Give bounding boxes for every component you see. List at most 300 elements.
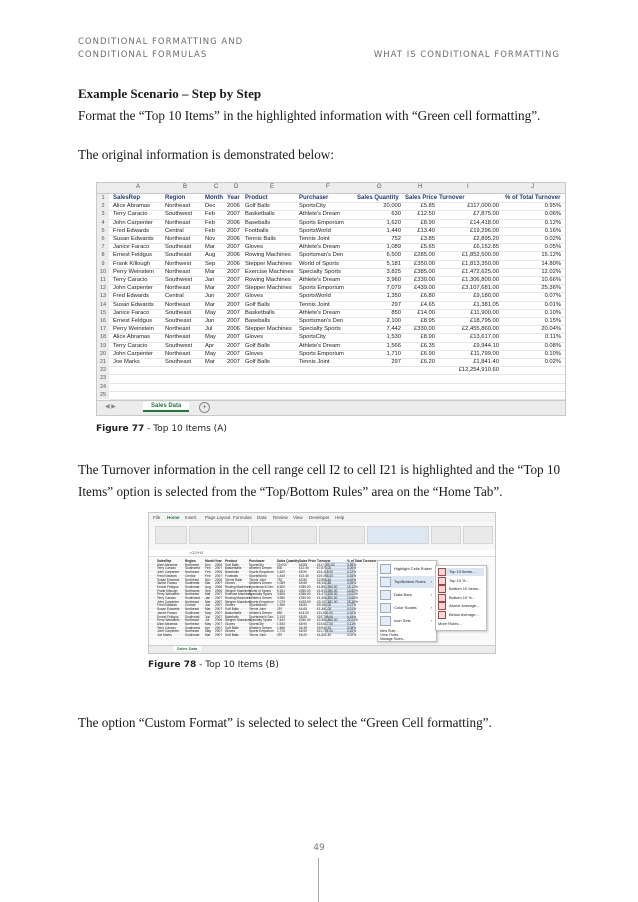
cell[interactable]: 0.02%	[544, 236, 561, 242]
cell[interactable]: Specialty Sports	[299, 326, 341, 333]
cell[interactable]: 2006	[227, 252, 240, 259]
cell[interactable]: Turnover	[317, 559, 331, 563]
cell[interactable]: 0.12%	[544, 219, 561, 226]
row-number[interactable]: 8	[97, 251, 109, 259]
cell[interactable]: £330.00	[414, 277, 435, 283]
cell[interactable]: £285.00	[414, 252, 435, 259]
cell[interactable]: Nov	[205, 236, 216, 242]
cell[interactable]: Rowing Machines	[225, 584, 251, 589]
cell[interactable]: 25.36%	[541, 285, 561, 292]
cell[interactable]: 3,960	[277, 596, 285, 600]
cell[interactable]: 2007	[227, 277, 240, 283]
cell[interactable]: Fred Edwards	[113, 293, 150, 300]
cell[interactable]: Northwest	[165, 260, 192, 267]
cell[interactable]: Feb	[205, 566, 211, 571]
cell[interactable]: 0.08%	[347, 625, 357, 630]
cell[interactable]: Basketballs	[245, 211, 275, 218]
column-letter[interactable]: J	[531, 184, 534, 190]
cell[interactable]: £12.50	[417, 211, 435, 218]
column-letter[interactable]: G	[377, 184, 382, 190]
cell[interactable]: Terry Caracio	[157, 625, 176, 630]
cell[interactable]: Sports Emporium	[299, 285, 344, 292]
cell[interactable]: 2007	[215, 599, 223, 604]
cell[interactable]: 20,000	[383, 203, 401, 210]
cell[interactable]: Athlete's Dream	[249, 610, 272, 615]
row-number[interactable]: 13	[97, 292, 109, 300]
cell[interactable]: 630	[277, 566, 283, 571]
cell[interactable]: World of Sports	[299, 260, 339, 267]
cell[interactable]: Sales Quantity	[277, 559, 300, 563]
cell[interactable]: 0.05%	[544, 244, 561, 251]
cell[interactable]: Golf Balls	[245, 359, 270, 365]
cell[interactable]: Susan Edwards	[113, 301, 154, 308]
row-number[interactable]: 6	[97, 235, 109, 243]
cell[interactable]: 2006	[215, 584, 223, 589]
column-letter[interactable]: E	[270, 184, 275, 190]
cell[interactable]: £8.90	[420, 334, 435, 341]
cell[interactable]: £117,000.00	[467, 203, 499, 210]
cell[interactable]: Central	[185, 603, 196, 608]
cell[interactable]: Gloves	[245, 293, 264, 300]
cell[interactable]: Sportsman's Den	[249, 584, 274, 589]
menu-item[interactable]	[380, 615, 434, 627]
submenu-item[interactable]	[438, 611, 484, 619]
cell[interactable]: May	[205, 610, 212, 615]
cell[interactable]: Southeast	[165, 244, 192, 251]
cell[interactable]: Central	[165, 293, 184, 300]
cell[interactable]: SportsCity	[249, 562, 264, 567]
cell[interactable]: Mar	[205, 285, 215, 292]
cell[interactable]: 7,442	[277, 618, 285, 623]
cell[interactable]: Northeast	[165, 301, 191, 308]
cell[interactable]: Specialty Sports	[249, 592, 273, 597]
cell[interactable]: £1,306,800.00	[461, 277, 499, 283]
cell[interactable]: Tennis Joint	[299, 236, 330, 242]
cell[interactable]: Northeast	[165, 203, 191, 210]
cell[interactable]: Southeast	[165, 309, 192, 316]
cell[interactable]: £1,472,625.00	[461, 268, 499, 275]
cell[interactable]: £2,455,860.00	[461, 326, 499, 333]
cell[interactable]: 7,079	[277, 599, 285, 604]
row-number[interactable]: 21	[97, 358, 109, 366]
cell[interactable]: Stepper Machines	[245, 260, 292, 267]
cell[interactable]: John Carpenter	[113, 285, 153, 292]
ribbon-tab[interactable]: Help	[335, 515, 345, 520]
number-group[interactable]	[319, 526, 365, 544]
cell[interactable]: £13,617.00	[317, 621, 333, 626]
cell[interactable]: Ernest Feldgus	[157, 614, 179, 619]
cell[interactable]: Basketballs	[225, 610, 242, 615]
cell[interactable]: Perry Weinstein	[113, 326, 154, 333]
cell[interactable]: Northeast	[185, 599, 199, 604]
cell[interactable]: Feb	[205, 211, 215, 218]
cell[interactable]: 7,079	[386, 285, 401, 292]
cell[interactable]: SportsWorld	[299, 227, 331, 234]
cell[interactable]: 2007	[215, 596, 223, 600]
cell[interactable]: 2007	[227, 285, 240, 292]
cell[interactable]: Jan	[205, 277, 215, 283]
cell[interactable]: Joe Marks	[113, 359, 140, 365]
cell[interactable]: £5.65	[299, 581, 307, 586]
cell[interactable]: Alice Abramas	[157, 562, 178, 567]
cell[interactable]: 1,530	[277, 621, 285, 626]
cell[interactable]: Janice Faraco	[157, 581, 178, 586]
cell[interactable]: Mar	[205, 359, 215, 365]
ribbon-tab[interactable]: Data	[257, 515, 267, 520]
column-letter[interactable]: B	[183, 184, 188, 190]
cell[interactable]: Northeast	[185, 592, 199, 597]
cell[interactable]: £6.90	[299, 629, 307, 634]
row-number[interactable]: 5	[97, 227, 109, 235]
cell[interactable]: 3,825	[386, 268, 401, 275]
cell[interactable]: John Carpenter	[113, 350, 153, 357]
cell[interactable]: Sep	[205, 260, 216, 267]
cell[interactable]: % of Total Turnover	[347, 559, 377, 563]
cell[interactable]: Terry Caracio	[113, 211, 148, 218]
cell[interactable]: Ernest Feldgus	[113, 252, 152, 259]
cell[interactable]: Sep	[205, 588, 211, 593]
cell[interactable]: £385.00	[414, 268, 435, 275]
cell[interactable]: 0.07%	[544, 293, 561, 300]
cell[interactable]: Tennis Joint	[249, 633, 266, 637]
cell[interactable]: Basketballs	[245, 309, 275, 316]
cell[interactable]: SportsCity	[299, 203, 326, 210]
cell[interactable]: Athlete's Dream	[249, 581, 272, 586]
cell[interactable]: Sports Emporium	[249, 629, 274, 634]
cell[interactable]: £1,813,350.00	[317, 588, 338, 593]
cell[interactable]: Golf Balls	[225, 607, 239, 612]
cell[interactable]: Jun	[205, 614, 211, 619]
cell[interactable]: 1,440	[386, 227, 401, 234]
ribbon-tab[interactable]: Page Layout	[205, 515, 231, 520]
cell[interactable]: £8.90	[299, 621, 307, 626]
cell[interactable]: 2007	[227, 342, 240, 349]
cell[interactable]: 25.36%	[347, 599, 358, 604]
cell[interactable]: 0.15%	[347, 614, 357, 619]
cell[interactable]: Baseballs	[245, 219, 271, 226]
cell[interactable]: Month	[205, 195, 223, 201]
cell[interactable]: Susan Edwards	[157, 607, 180, 612]
cell[interactable]: £7,875.00	[473, 211, 499, 218]
cell[interactable]: Southeast	[165, 318, 192, 324]
cell[interactable]: 0.16%	[544, 227, 561, 234]
submenu-item[interactable]	[438, 620, 484, 628]
cell[interactable]: 1,089	[386, 244, 401, 251]
sheet-tab-sales-data[interactable]: Sales Data	[143, 402, 189, 412]
cell[interactable]: World of Sports	[249, 588, 271, 593]
column-letter[interactable]: I	[467, 184, 469, 190]
cell[interactable]: 850	[391, 309, 401, 316]
cell[interactable]: Alice Abramas	[113, 203, 151, 210]
cell[interactable]: Exercise Machines	[245, 268, 294, 275]
cell[interactable]: Baseballs	[225, 570, 239, 575]
cell[interactable]: 2007	[215, 610, 223, 615]
cell[interactable]: 0.06%	[544, 211, 561, 218]
cell[interactable]: 12.02%	[541, 268, 561, 275]
cell[interactable]: Northeast	[185, 577, 199, 582]
cell[interactable]: £350.00	[299, 588, 311, 593]
cell[interactable]: Feb	[205, 219, 215, 226]
cell[interactable]: Southeast	[185, 614, 200, 619]
cell[interactable]: Tennis Joint	[299, 301, 330, 308]
cell[interactable]: Mar	[205, 301, 215, 308]
cell[interactable]: £8.95	[299, 614, 307, 619]
cell[interactable]: John Carpenter	[157, 629, 179, 634]
cell[interactable]: Feb	[205, 570, 211, 575]
row-number[interactable]: 20	[97, 350, 109, 358]
cell[interactable]: £6.35	[420, 342, 435, 349]
cell[interactable]: 2007	[215, 566, 223, 571]
cell[interactable]: 2007	[215, 581, 223, 586]
cell[interactable]: Exercise Machines	[225, 592, 252, 597]
cell[interactable]: £3.85	[299, 577, 307, 582]
cell[interactable]: £12,254,910.60	[458, 367, 499, 374]
column-letter[interactable]: H	[418, 184, 423, 190]
cell[interactable]: Gloves	[225, 621, 235, 626]
cell[interactable]: £2,455,860.00	[317, 618, 338, 623]
cell[interactable]: 2007	[215, 629, 223, 634]
cell[interactable]: 1,350	[386, 293, 401, 300]
menu-item[interactable]	[380, 602, 434, 614]
cell[interactable]: Tennis Joint	[249, 607, 266, 612]
cell[interactable]: Sports Emporium	[249, 599, 274, 604]
cell[interactable]: 0.06%	[347, 566, 357, 571]
cell[interactable]: 3,825	[277, 592, 285, 597]
cell[interactable]: 0.02%	[347, 577, 357, 582]
cell[interactable]: 2007	[215, 603, 223, 608]
cell[interactable]: Mar	[205, 244, 215, 251]
ribbon-tab[interactable]: Home	[167, 515, 180, 520]
cell[interactable]: Terry Caracio	[157, 566, 176, 571]
cell[interactable]: 0.10%	[347, 610, 357, 615]
cell[interactable]: SalesRep	[157, 559, 172, 563]
column-letter[interactable]: C	[214, 184, 219, 190]
cell[interactable]: 0.01%	[544, 301, 561, 308]
cell[interactable]: 2007	[227, 309, 240, 316]
cell[interactable]: 6,500	[277, 584, 285, 589]
row-number[interactable]: 2	[97, 202, 109, 210]
cell[interactable]: 0.10%	[544, 309, 561, 316]
cell[interactable]: Southeast	[165, 252, 192, 259]
cell[interactable]: May	[205, 629, 212, 634]
cell[interactable]: 2007	[227, 350, 240, 357]
cell[interactable]: £1,306,800.00	[317, 596, 338, 600]
cell[interactable]: Specialty Sports	[249, 618, 273, 623]
cell[interactable]: £6.35	[299, 625, 307, 630]
cell[interactable]: £11,900.00	[470, 309, 499, 316]
cell[interactable]: 2007	[227, 318, 240, 324]
cell[interactable]: Southwest	[185, 596, 200, 600]
cell[interactable]: Tennis Joint	[299, 359, 330, 365]
cell[interactable]: £2,895.20	[473, 236, 499, 242]
cell[interactable]: 0.08%	[544, 342, 561, 349]
cell[interactable]: Sales Price	[405, 195, 438, 201]
cell[interactable]: Footballs	[225, 573, 238, 578]
cell[interactable]: Gloves	[245, 350, 264, 357]
cell[interactable]: 2007	[215, 621, 223, 626]
cell[interactable]: Ernest Feldgus	[157, 584, 179, 589]
row-number[interactable]: 4	[97, 219, 109, 227]
cell[interactable]: 14.80%	[347, 588, 358, 593]
cell[interactable]: 2007	[227, 244, 240, 251]
cell[interactable]: 1,566	[386, 342, 401, 349]
cell[interactable]: Northeast	[165, 285, 191, 292]
cell[interactable]: Golf Balls	[225, 625, 239, 630]
cell[interactable]: Jun	[205, 293, 215, 300]
cell[interactable]: 297	[277, 607, 283, 612]
cell[interactable]: £117,000.00	[317, 562, 335, 567]
cell[interactable]: Tennis Joint	[249, 577, 266, 582]
cell[interactable]: 2007	[227, 227, 240, 234]
cell[interactable]: Northeast	[185, 570, 199, 575]
cell[interactable]: 10.66%	[541, 277, 561, 283]
cell[interactable]: £1,381.05	[473, 301, 499, 308]
cell[interactable]: 752	[277, 577, 283, 582]
cell[interactable]: Golf Balls	[225, 562, 239, 567]
row-number[interactable]: 9	[97, 260, 109, 268]
cell[interactable]: £1,841.40	[317, 633, 332, 637]
cell[interactable]: SportsCity	[249, 621, 264, 626]
cell[interactable]: Athlete's Dream	[249, 596, 272, 600]
cell[interactable]: Sales Quantity	[357, 195, 399, 201]
row-number[interactable]: 10	[97, 268, 109, 276]
cell[interactable]: May	[205, 334, 216, 341]
cell[interactable]: 6,500	[386, 252, 401, 259]
cell[interactable]: Purchaser	[299, 195, 329, 201]
cell[interactable]: Stepper Machines	[245, 285, 292, 292]
cell[interactable]: Tennis Balls	[245, 236, 276, 242]
cell[interactable]: £9,944.10	[317, 625, 332, 630]
cell[interactable]: 2006	[215, 618, 223, 623]
cell[interactable]: 2007	[227, 301, 240, 308]
cell[interactable]: £6.20	[299, 633, 307, 637]
submenu-item[interactable]	[438, 602, 484, 610]
cell[interactable]: 630	[391, 211, 401, 218]
cell[interactable]: Golf Balls	[245, 301, 270, 308]
cell[interactable]: 12.02%	[347, 592, 358, 597]
cell[interactable]: 1,710	[386, 350, 401, 357]
ribbon-tab[interactable]: Review	[273, 515, 288, 520]
cell[interactable]: 5,181	[386, 260, 401, 267]
cell[interactable]: £14.00	[417, 309, 435, 316]
cell[interactable]: £18,795.00	[469, 318, 499, 324]
ribbon-tab[interactable]: View	[293, 515, 303, 520]
cell[interactable]: Footballs	[245, 227, 269, 234]
cell[interactable]: 1,089	[277, 581, 285, 586]
ribbon-tab[interactable]: Developer	[309, 515, 330, 520]
cell[interactable]: Central	[165, 227, 184, 234]
cell[interactable]: Stepper Machines	[225, 618, 251, 623]
submenu-item[interactable]	[438, 594, 484, 602]
cell[interactable]: Alice Abramas	[157, 621, 178, 626]
cell[interactable]: 0.11%	[347, 621, 356, 626]
cell[interactable]: Product	[225, 559, 238, 563]
cell[interactable]: Sportsman's Den	[299, 252, 344, 259]
cell[interactable]: Mar	[205, 268, 215, 275]
editing-group[interactable]	[463, 526, 493, 544]
cell[interactable]: 0.95%	[347, 562, 357, 567]
row-number[interactable]: 23	[97, 374, 109, 382]
menu-item[interactable]	[380, 576, 434, 588]
cell[interactable]: £13,617.00	[469, 334, 499, 341]
row-number[interactable]: 16	[97, 317, 109, 325]
cell[interactable]: £12.50	[299, 566, 309, 571]
cell[interactable]: 2,100	[386, 318, 401, 324]
cell[interactable]: 297	[391, 359, 401, 365]
column-letter[interactable]: D	[234, 184, 239, 190]
cell[interactable]: £13.40	[417, 227, 435, 234]
cell[interactable]: Southeast	[185, 610, 200, 615]
row-number[interactable]: 1	[97, 194, 109, 202]
cell[interactable]: 850	[277, 610, 283, 615]
cell[interactable]: £285.00	[299, 584, 311, 589]
row-number[interactable]: 18	[97, 333, 109, 341]
cell[interactable]: 2006	[227, 236, 240, 242]
cell[interactable]: Fred Edwards	[157, 603, 177, 608]
cell[interactable]: Athlete's Dream	[299, 342, 341, 349]
cell[interactable]: 20,000	[277, 562, 287, 567]
cell[interactable]: £8.90	[420, 219, 435, 226]
cell[interactable]: £4.65	[420, 301, 435, 308]
cell[interactable]: Stepper Machines	[225, 588, 251, 593]
cell[interactable]: 0.02%	[544, 359, 561, 365]
cell[interactable]: £439.00	[299, 599, 311, 604]
cell[interactable]: £4.65	[299, 607, 307, 612]
cell[interactable]: Jun	[205, 318, 215, 324]
cell[interactable]: 0.07%	[347, 603, 357, 608]
cell[interactable]: Region	[185, 559, 196, 563]
submenu-item[interactable]	[438, 568, 484, 576]
cell[interactable]: 2007	[215, 592, 223, 597]
row-number[interactable]: 11	[97, 276, 109, 284]
cell[interactable]: Terry Caracio	[113, 277, 148, 283]
cell[interactable]: Jan	[205, 596, 211, 600]
cell[interactable]: Frank Killough	[113, 260, 151, 267]
cell[interactable]: £13.40	[299, 573, 309, 578]
cell[interactable]: Northeast	[165, 350, 191, 357]
cell[interactable]: 0.11%	[544, 334, 561, 341]
cell[interactable]: £9,180.00	[317, 603, 332, 608]
cell[interactable]: 3,960	[386, 277, 401, 283]
cell[interactable]: SalesRep	[113, 195, 141, 201]
cell[interactable]: 0.10%	[544, 350, 561, 357]
cell[interactable]: Jul	[205, 618, 210, 623]
cell[interactable]: 0.12%	[347, 570, 357, 575]
ribbon-tab[interactable]: Insert	[185, 515, 197, 520]
cell[interactable]: £3,107,681.00	[317, 599, 338, 604]
row-number[interactable]: 25	[97, 391, 109, 399]
cell[interactable]: Region	[165, 195, 186, 201]
cell[interactable]: 2006	[227, 326, 240, 333]
cell[interactable]: Southeast	[185, 581, 200, 586]
cell[interactable]: Fred Edwards	[157, 573, 177, 578]
cell[interactable]: £8.90	[299, 570, 307, 575]
cells-group[interactable]	[431, 526, 461, 544]
cell[interactable]: £1,852,500.00	[461, 252, 499, 259]
cell[interactable]: 2006	[215, 570, 223, 575]
cell[interactable]: Tennis Balls	[225, 577, 243, 582]
cell[interactable]: £14,418.00	[317, 570, 333, 575]
cell[interactable]: Apr	[205, 625, 210, 630]
cell[interactable]: 2006	[227, 203, 240, 210]
cell[interactable]: Sales Price	[299, 559, 317, 563]
cell[interactable]: 20.04%	[347, 618, 358, 623]
cell[interactable]: 2007	[215, 573, 223, 578]
cell[interactable]: 2007	[215, 633, 223, 637]
add-sheet-icon[interactable]: +	[199, 402, 210, 413]
cell[interactable]: £5.85	[299, 562, 307, 567]
cell[interactable]: £1,813,350.00	[461, 260, 499, 267]
